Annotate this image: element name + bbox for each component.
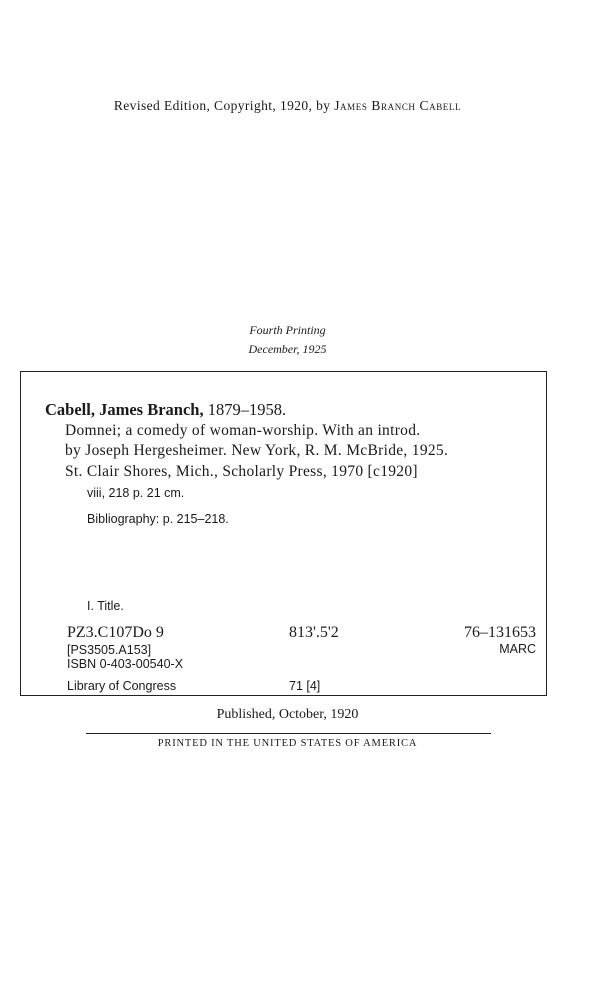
tracing: I. Title. xyxy=(87,599,124,613)
title-line-1: Domnei; a comedy of woman-worship. With an introd. xyxy=(65,422,421,439)
copyright-line xyxy=(0,98,575,114)
published-date: Published, October, 1920 xyxy=(216,707,359,722)
title-line-3: St. Clair Shores, Mich., Scholarly Press, 1970 [c1920] xyxy=(65,463,418,480)
collation: viii, 218 p. 21 cm. xyxy=(87,486,185,500)
printing-date: December, 1925 xyxy=(248,342,327,356)
call-number: PZ3.C107Do 9 xyxy=(67,624,164,641)
heading-name: Cabell, James Branch, xyxy=(45,400,204,419)
card-code: 71 [4] xyxy=(289,679,321,693)
card-heading xyxy=(45,400,286,420)
printing-number: Fourth Printing xyxy=(249,323,326,337)
heading-dates: 1879–1958. xyxy=(207,400,287,419)
library-of-congress: Library of Congress xyxy=(67,679,177,693)
copyright-prefix: Revised Edition, Copyright, 1920, by xyxy=(113,98,331,113)
title-line-2: by Joseph Hergesheimer. New York, R. M. McBride, 1925. xyxy=(65,442,449,459)
printed-in-line: PRINTED IN THE UNITED STATES OF AMERICA xyxy=(157,738,418,749)
divider-rule xyxy=(86,733,491,734)
catalog-card xyxy=(20,371,547,696)
bibliography-note: Bibliography: p. 215–218. xyxy=(87,512,229,526)
isbn: ISBN 0-403-00540-X xyxy=(67,657,184,671)
call-number-secondary: [PS3505.A153] xyxy=(67,643,152,657)
lc-card-number: 76–131653 xyxy=(464,624,536,641)
dewey-number: 813'.5'2 xyxy=(289,624,339,641)
marc-label: MARC xyxy=(499,642,536,656)
copyright-author: James Branch Cabell xyxy=(334,98,462,113)
